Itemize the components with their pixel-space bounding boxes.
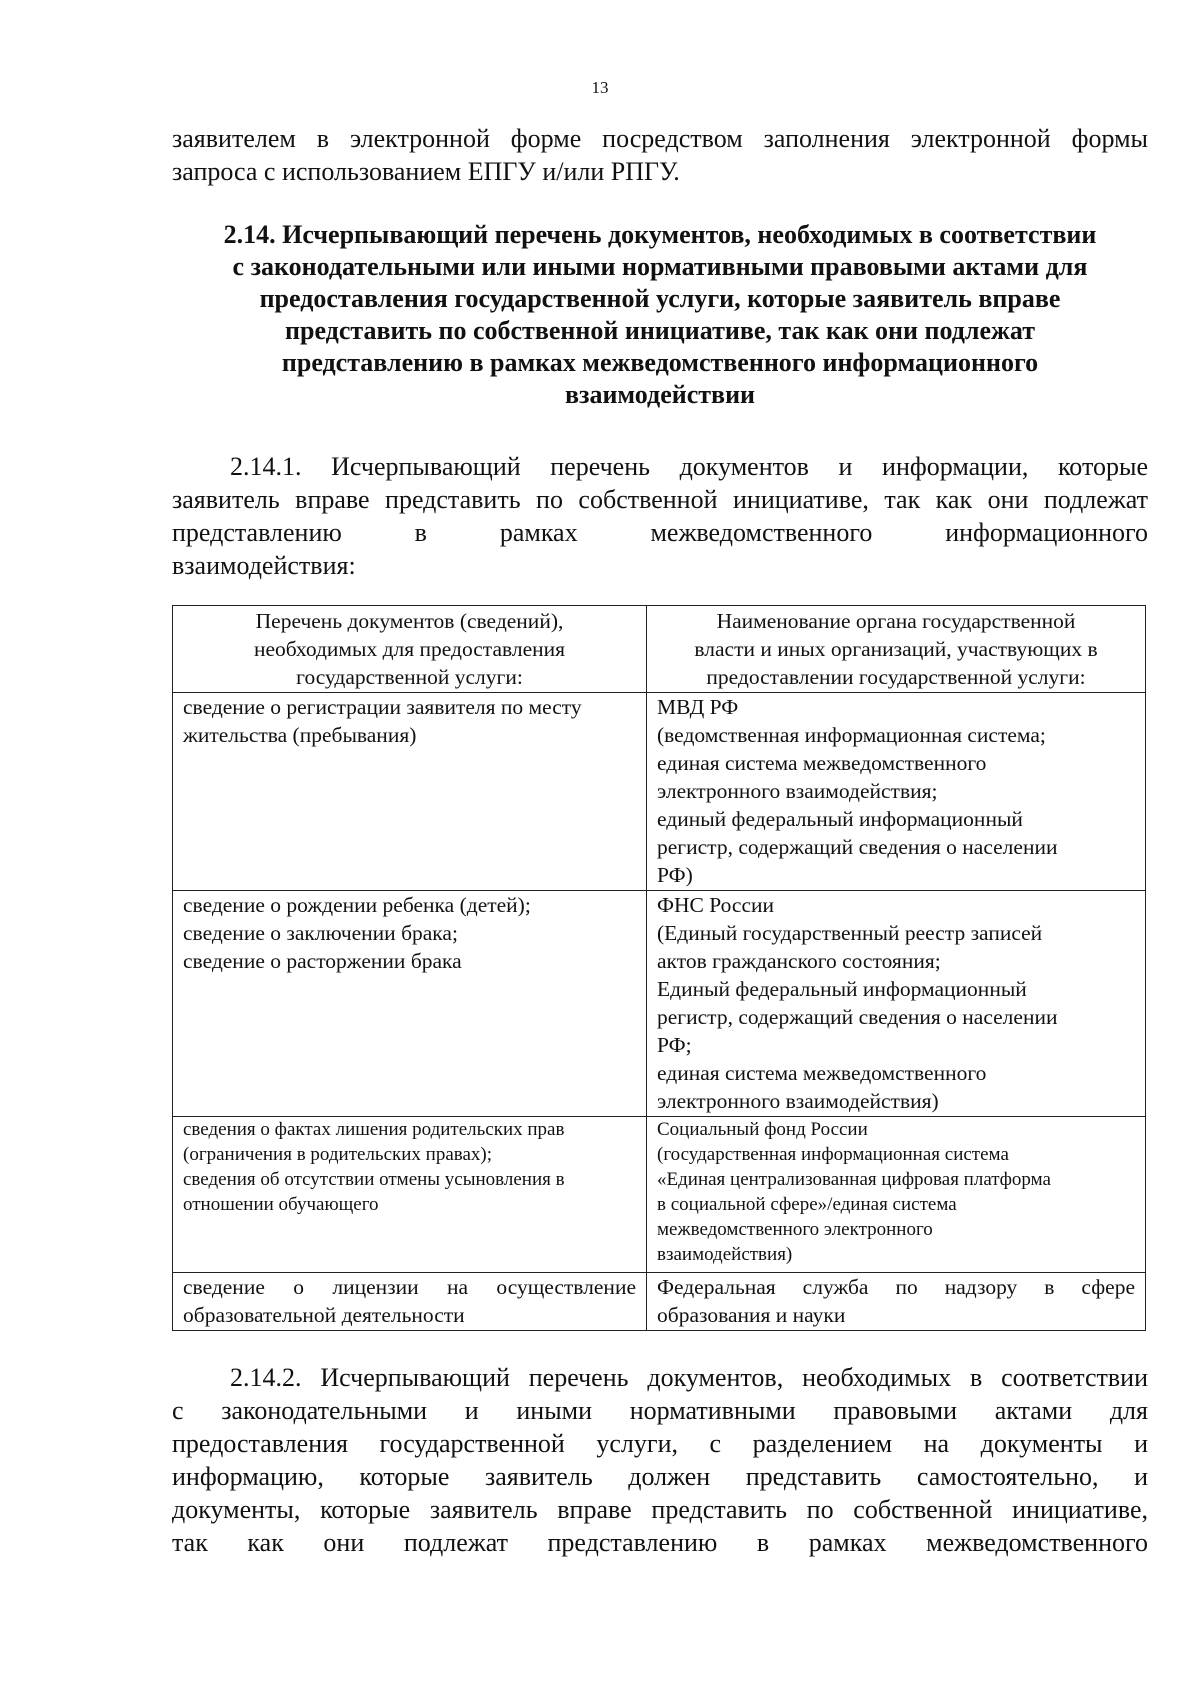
cell-line: «Единая централизованная цифровая платформа: [657, 1169, 1051, 1190]
paragraph-line: представлению в рамках межведомственного информационного: [172, 518, 1148, 547]
cell-line: Социальный фонд России: [657, 1119, 868, 1140]
documents-cell: [173, 891, 647, 1117]
paragraph-line: документы, которые заявитель вправе представить по собственной инициативе,: [172, 1495, 1148, 1524]
cell-line: единая система межведомственного: [657, 1061, 987, 1085]
header-organization: [647, 606, 1146, 693]
paragraph-line: предоставления государственной услуги, с разделением на документы и: [172, 1429, 1148, 1458]
table-row: [173, 1117, 1146, 1273]
cell-line: жительства (пребывания): [183, 723, 417, 747]
cell-line: сведения об отсутствии отмены усыновления в: [183, 1169, 565, 1190]
documents-cell: [173, 1117, 647, 1273]
intro-line: заявителем в электронной форме посредством заполнения электронной формы: [172, 124, 1148, 153]
page-number: 13: [591, 78, 609, 97]
cell-line: регистр, содержащий сведения о населении: [657, 835, 1058, 859]
documents-table: [172, 605, 1146, 1331]
cell-line: МВД РФ: [657, 695, 739, 719]
header-line: необходимых для предоставления: [253, 637, 566, 661]
paragraph-line: информацию, которые заявитель должен представить самостоятельно, и: [172, 1462, 1148, 1491]
cell-line: отношении обучающего: [183, 1194, 379, 1215]
intro-line: запроса с использованием ЕПГУ и/или РПГУ.: [172, 157, 680, 186]
heading-line: взаимодействии: [564, 380, 756, 409]
paragraph-line: взаимодействия:: [172, 551, 356, 580]
table-row: [173, 891, 1146, 1117]
heading-line: предоставления государственной услуги, которые заявитель вправе: [259, 284, 1061, 313]
cell-line: сведения о фактах лишения родительских прав: [183, 1119, 565, 1140]
cell-line: в социальной сфере»/единая система: [657, 1194, 957, 1215]
cell-line: электронного взаимодействия;: [657, 779, 938, 803]
cell-line: Федеральная служба по надзору в сфере: [657, 1275, 1135, 1299]
table-header-row: [173, 606, 1146, 693]
cell-line: актов гражданского состояния;: [657, 949, 941, 973]
paragraph-line: заявитель вправе представить по собственной инициативе, так как они подлежат: [172, 485, 1148, 514]
paragraph-2-14-1: [172, 450, 1148, 582]
cell-line: единый федеральный информационный: [657, 807, 1023, 831]
documents-cell: [173, 693, 647, 891]
cell-line: взаимодействия): [657, 1244, 793, 1265]
cell-line: образования и науки: [657, 1303, 846, 1327]
section-heading: [172, 219, 1148, 411]
paragraph-line: с законодательными и иными нормативными правовыми актами для: [172, 1396, 1148, 1425]
heading-line: представлению в рамках межведомственного информационного: [281, 348, 1039, 377]
cell-line: (Единый государственный реестр записей: [657, 921, 1043, 945]
organization-cell: [647, 1117, 1146, 1273]
organization-cell: [647, 693, 1146, 891]
table-row: [173, 1273, 1146, 1331]
header-documents: [173, 606, 647, 693]
cell-line: сведение о регистрации заявителя по месту: [183, 695, 582, 719]
paragraph-line: 2.14.2. Исчерпывающий перечень документов, необходимых в соответствии: [230, 1363, 1148, 1392]
organization-cell: [647, 891, 1146, 1117]
paragraph-line: 2.14.1. Исчерпывающий перечень документов и информации, которые: [230, 452, 1148, 481]
cell-line: (государственная информационная система: [657, 1144, 1009, 1165]
header-line: предоставлении государственной услуги:: [706, 665, 1086, 689]
cell-line: электронного взаимодействия): [657, 1089, 939, 1113]
cell-line: (ведомственная информационная система;: [657, 723, 1046, 747]
cell-line: (ограничения в родительских правах);: [183, 1144, 493, 1165]
heading-line: 2.14. Исчерпывающий перечень документов, необходимых в соответствии: [223, 220, 1097, 249]
cell-line: регистр, содержащий сведения о населении: [657, 1005, 1058, 1029]
cell-line: сведение о лицензии на осуществление: [183, 1275, 636, 1299]
cell-line: межведомственного электронного: [657, 1219, 933, 1240]
cell-line: РФ): [657, 863, 693, 887]
header-line: власти и иных организаций, участвующих в: [694, 637, 1098, 661]
cell-line: ФНС России: [657, 893, 775, 917]
cell-line: сведение о расторжении брака: [183, 949, 462, 973]
cell-line: Единый федеральный информационный: [657, 977, 1027, 1001]
cell-line: сведение о заключении брака;: [183, 921, 458, 945]
header-line: государственной услуги:: [296, 665, 523, 689]
cell-line: единая система межведомственного: [657, 751, 987, 775]
header-line: Наименование органа государственной: [716, 609, 1076, 633]
header-line: Перечень документов (сведений),: [255, 609, 564, 633]
organization-cell: [647, 1273, 1146, 1331]
paragraph-line: так как они подлежат представлению в рамках межведомственного: [172, 1528, 1148, 1557]
intro-paragraph: [172, 122, 1148, 188]
cell-line: РФ;: [657, 1033, 692, 1057]
table-row: [173, 693, 1146, 891]
heading-line: представить по собственной инициативе, так как они подлежат: [285, 316, 1035, 345]
heading-line: с законодательными или иными нормативными правовыми актами для: [232, 252, 1088, 281]
cell-line: сведение о рождении ребенка (детей);: [183, 893, 531, 917]
paragraph-2-14-2: [172, 1361, 1148, 1559]
documents-cell: [173, 1273, 647, 1331]
cell-line: образовательной деятельности: [183, 1303, 465, 1327]
